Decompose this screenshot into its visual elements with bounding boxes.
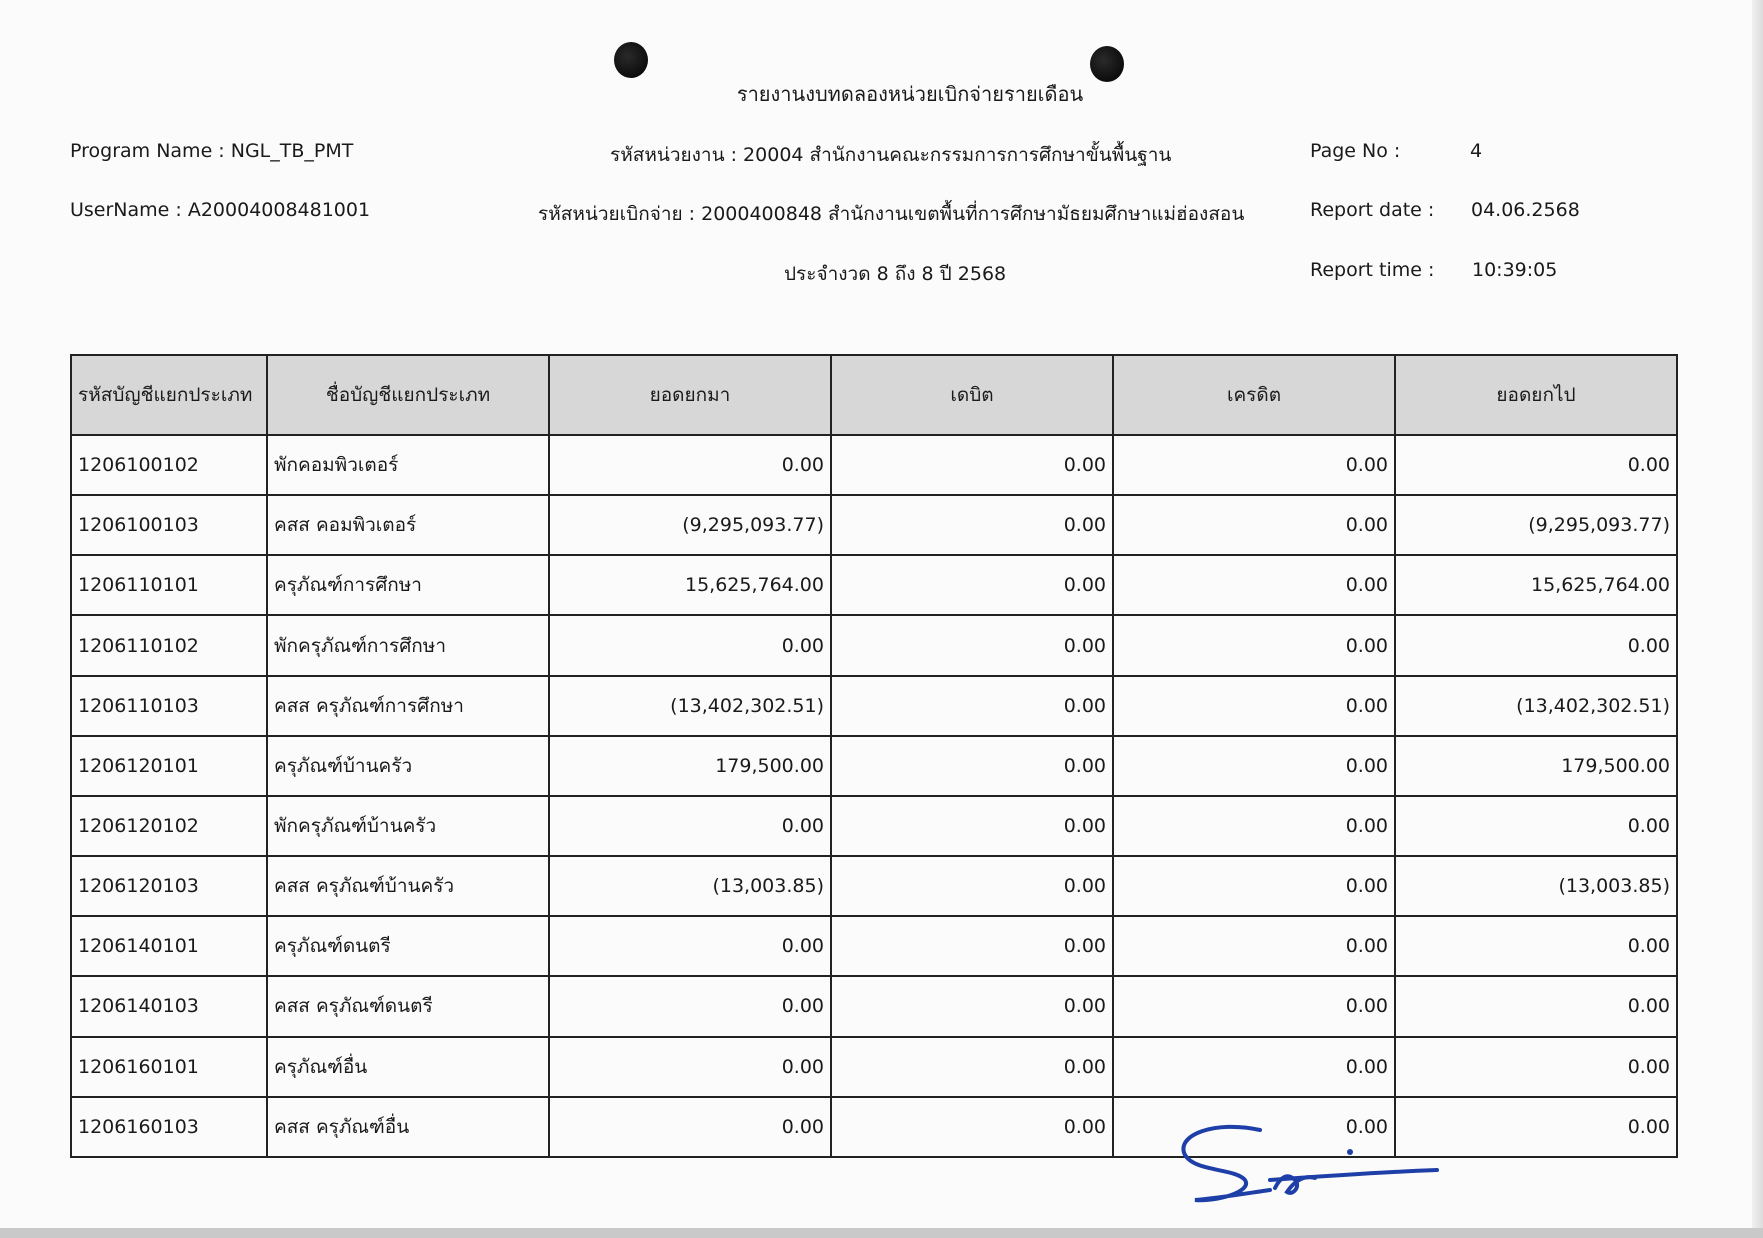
- account-name-cell: พักคอมพิวเตอร์: [267, 435, 549, 495]
- credit-cell: 0.00: [1113, 555, 1395, 615]
- account-code-cell: 1206140103: [71, 976, 267, 1036]
- punch-hole-right: [1090, 46, 1124, 82]
- table-row: [71, 495, 1677, 555]
- page-edge-shadow: [1752, 0, 1763, 1238]
- account-code-cell: 1206100103: [71, 495, 267, 555]
- debit-cell: 0.00: [831, 976, 1113, 1036]
- account-name-cell: คสส ครุภัณฑ์ดนตรี: [267, 976, 549, 1036]
- closing-balance-cell: 0.00: [1395, 435, 1677, 495]
- credit-cell: 0.00: [1113, 976, 1395, 1036]
- account-name-cell: คสส ครุภัณฑ์บ้านครัว: [267, 856, 549, 916]
- credit-cell: 0.00: [1113, 916, 1395, 976]
- closing-balance-cell: (13,003.85): [1395, 856, 1677, 916]
- opening-balance-cell: 0.00: [549, 1097, 831, 1157]
- scan-bottom-strip: [0, 1228, 1763, 1238]
- credit-cell: 0.00: [1113, 615, 1395, 675]
- punch-hole-left: [614, 42, 648, 78]
- debit-cell: 0.00: [831, 615, 1113, 675]
- opening-balance-cell: 0.00: [549, 435, 831, 495]
- account-code-cell: 1206120103: [71, 856, 267, 916]
- table-row: [71, 435, 1677, 495]
- credit-cell: 0.00: [1113, 796, 1395, 856]
- opening-balance-cell: 0.00: [549, 615, 831, 675]
- header-opening-balance: ยอดยกมา: [549, 355, 831, 435]
- account-code-cell: 1206120102: [71, 796, 267, 856]
- disbursing-unit-line: รหัสหน่วยเบิกจ่าย : 2000400848 สำนักงานเขตพื้นที่การศึกษามัธยมศึกษาแม่ฮ่องสอน: [538, 203, 1245, 225]
- account-name-cell: พักครุภัณฑ์การศึกษา: [267, 615, 549, 675]
- account-name-cell: พักครุภัณฑ์บ้านครัว: [267, 796, 549, 856]
- debit-cell: 0.00: [831, 555, 1113, 615]
- table-row: [71, 916, 1677, 976]
- opening-balance-cell: 179,500.00: [549, 736, 831, 796]
- closing-balance-cell: 0.00: [1395, 1037, 1677, 1097]
- header-credit: เครดิต: [1113, 355, 1395, 435]
- table-row: [71, 555, 1677, 615]
- header-account-name: ชื่อบัญชีแยกประเภท: [267, 355, 549, 435]
- account-code-cell: 1206110103: [71, 676, 267, 736]
- credit-cell: 0.00: [1113, 736, 1395, 796]
- debit-cell: 0.00: [831, 1037, 1113, 1097]
- account-code-cell: 1206110101: [71, 555, 267, 615]
- account-name-cell: คสส คอมพิวเตอร์: [267, 495, 549, 555]
- header-debit: เดบิต: [831, 355, 1113, 435]
- account-code-cell: 1206160101: [71, 1037, 267, 1097]
- closing-balance-cell: 0.00: [1395, 916, 1677, 976]
- report-date-value: 04.06.2568: [1471, 199, 1580, 221]
- account-code-cell: 1206110102: [71, 615, 267, 675]
- account-code-cell: 1206160103: [71, 1097, 267, 1157]
- table-row: [71, 676, 1677, 736]
- report-time-label: Report time :: [1310, 259, 1435, 281]
- header-closing-balance: ยอดยกไป: [1395, 355, 1677, 435]
- opening-balance-cell: 0.00: [549, 796, 831, 856]
- closing-balance-cell: 0.00: [1395, 976, 1677, 1036]
- credit-cell: 0.00: [1113, 435, 1395, 495]
- agency-line: รหัสหน่วยงาน : 20004 สำนักงานคณะกรรมการการศึกษาขั้นพื้นฐาน: [610, 144, 1172, 166]
- opening-balance-cell: 0.00: [549, 1037, 831, 1097]
- credit-cell: 0.00: [1113, 495, 1395, 555]
- debit-cell: 0.00: [831, 736, 1113, 796]
- closing-balance-cell: 0.00: [1395, 1097, 1677, 1157]
- credit-cell: 0.00: [1113, 856, 1395, 916]
- debit-cell: 0.00: [831, 916, 1113, 976]
- table-row: [71, 856, 1677, 916]
- report-date-label: Report date :: [1310, 199, 1435, 221]
- closing-balance-cell: 15,625,764.00: [1395, 555, 1677, 615]
- report-title: รายงานงบทดลองหน่วยเบิกจ่ายรายเดือน: [736, 82, 1084, 106]
- opening-balance-cell: 0.00: [549, 976, 831, 1036]
- opening-balance-cell: 15,625,764.00: [549, 555, 831, 615]
- debit-cell: 0.00: [831, 435, 1113, 495]
- closing-balance-cell: 0.00: [1395, 615, 1677, 675]
- program-name: Program Name : NGL_TB_PMT: [70, 140, 354, 162]
- account-name-cell: คสส ครุภัณฑ์การศึกษา: [267, 676, 549, 736]
- account-name-cell: คสส ครุภัณฑ์อื่น: [267, 1097, 549, 1157]
- table-header-row: [71, 355, 1677, 435]
- opening-balance-cell: (13,003.85): [549, 856, 831, 916]
- closing-balance-cell: 179,500.00: [1395, 736, 1677, 796]
- credit-cell: 0.00: [1113, 1037, 1395, 1097]
- table-row: [71, 796, 1677, 856]
- opening-balance-cell: (9,295,093.77): [549, 495, 831, 555]
- debit-cell: 0.00: [831, 856, 1113, 916]
- closing-balance-cell: (9,295,093.77): [1395, 495, 1677, 555]
- table-row: [71, 976, 1677, 1036]
- closing-balance-cell: 0.00: [1395, 796, 1677, 856]
- debit-cell: 0.00: [831, 796, 1113, 856]
- table-row: [71, 615, 1677, 675]
- user-name: UserName : A20004008481001: [70, 199, 371, 221]
- account-name-cell: ครุภัณฑ์ดนตรี: [267, 916, 549, 976]
- debit-cell: 0.00: [831, 1097, 1113, 1157]
- debit-cell: 0.00: [831, 676, 1113, 736]
- table-row: [71, 736, 1677, 796]
- period-line: ประจำงวด 8 ถึง 8 ปี 2568: [784, 263, 1007, 285]
- account-name-cell: ครุภัณฑ์บ้านครัว: [267, 736, 549, 796]
- credit-cell: 0.00: [1113, 1097, 1395, 1157]
- trial-balance-table: [70, 354, 1678, 1158]
- debit-cell: 0.00: [831, 495, 1113, 555]
- page-no-label: Page No :: [1310, 140, 1401, 162]
- header-account-code: รหัสบัญชีแยกประเภท: [71, 355, 267, 435]
- credit-cell: 0.00: [1113, 676, 1395, 736]
- account-code-cell: 1206100102: [71, 435, 267, 495]
- closing-balance-cell: (13,402,302.51): [1395, 676, 1677, 736]
- report-time-value: 10:39:05: [1472, 259, 1558, 281]
- opening-balance-cell: 0.00: [549, 916, 831, 976]
- table-body: [71, 435, 1677, 1157]
- account-code-cell: 1206140101: [71, 916, 267, 976]
- opening-balance-cell: (13,402,302.51): [549, 676, 831, 736]
- account-name-cell: ครุภัณฑ์การศึกษา: [267, 555, 549, 615]
- signature: [1175, 1120, 1445, 1210]
- account-name-cell: ครุภัณฑ์อื่น: [267, 1037, 549, 1097]
- table-row: [71, 1037, 1677, 1097]
- page-no-value: 4: [1470, 140, 1483, 162]
- account-code-cell: 1206120101: [71, 736, 267, 796]
